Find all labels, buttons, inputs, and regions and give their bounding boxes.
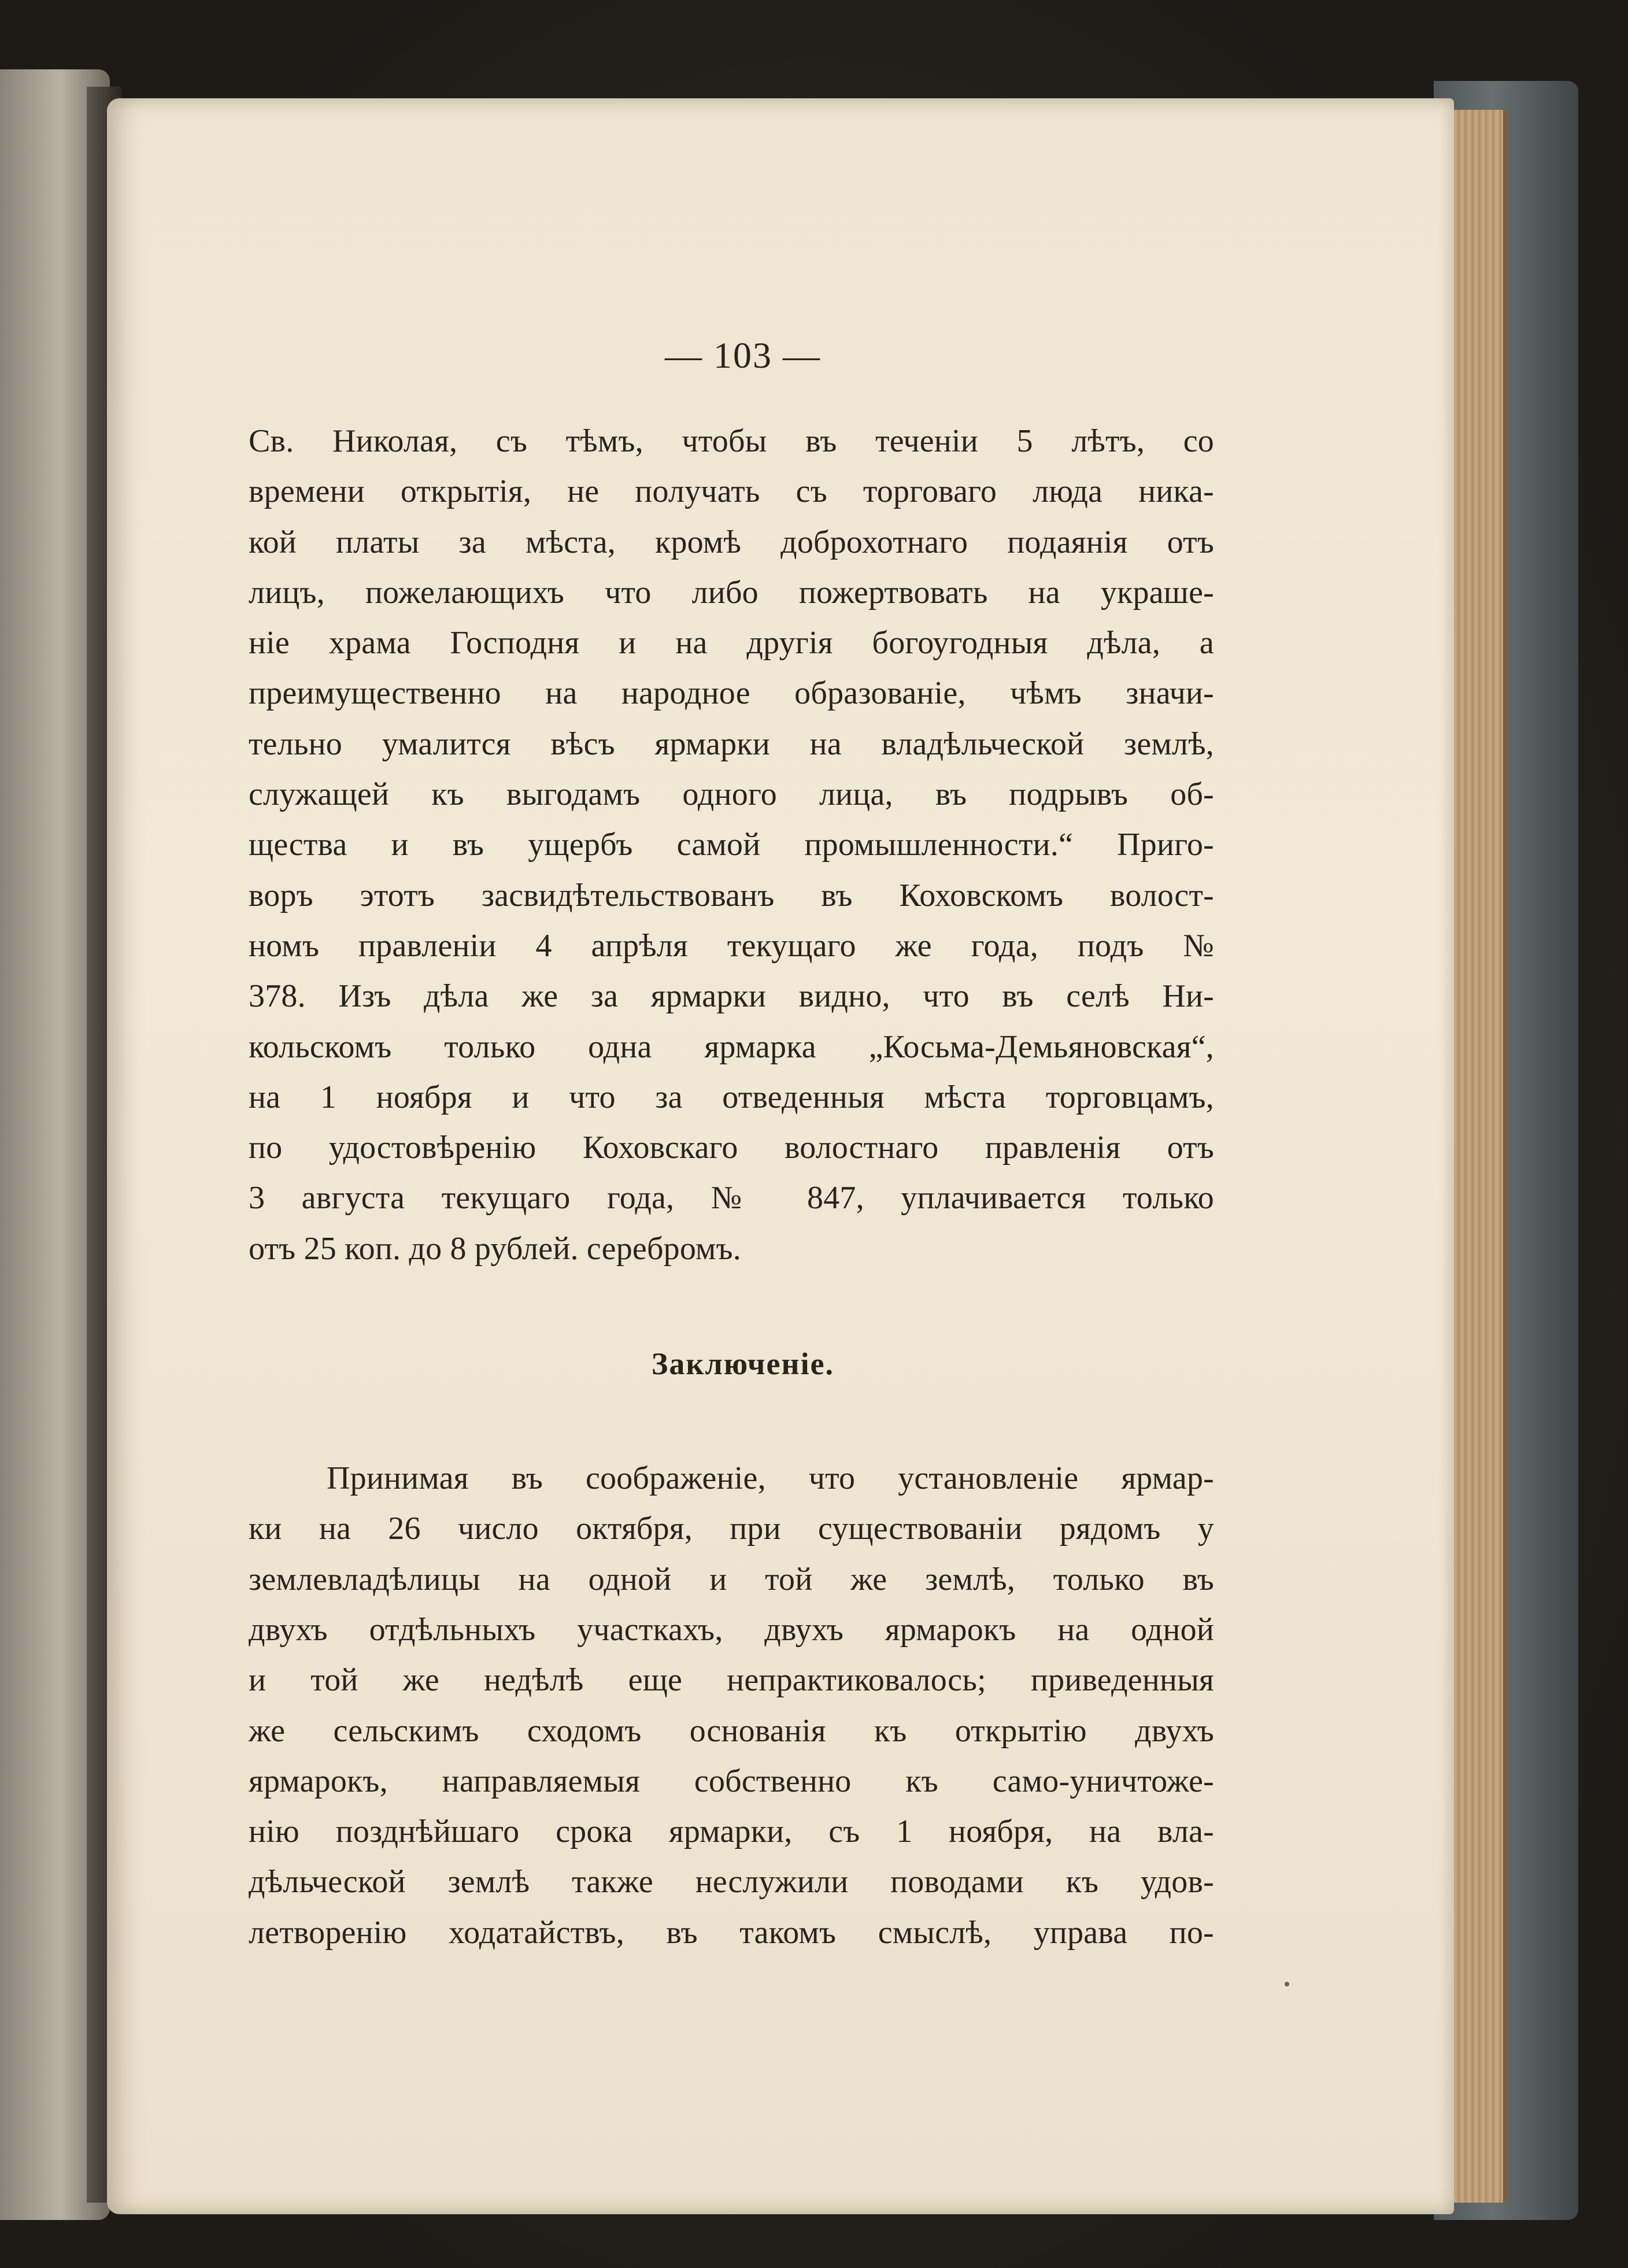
text-line: 378. Изъ дѣла же за ярмарки видно, что въ селѣ Ни-: [249, 978, 1214, 1015]
text-line: преимущественно на народное образованіе, чѣмъ значи-: [249, 675, 1214, 712]
text-line: землевладѣлицы на одной и той же землѣ, только въ: [249, 1561, 1214, 1597]
text-line: отъ 25 коп. до 8 рублей. серебромъ.: [249, 1230, 741, 1267]
paragraph-1: [249, 416, 1214, 1274]
text-line: и той же недѣлѣ еще непрактиковалось; приведенныя: [249, 1662, 1214, 1699]
page-text: [249, 330, 1214, 1958]
text-line: ки на 26 число октября, при существованіи рядомъ у: [249, 1511, 1214, 1547]
text-line: на 1 ноября и что за отведенныя мѣста торговцамъ,: [249, 1079, 1214, 1115]
text-line: тельно умалится вѣсъ ярмарки на владѣльческой землѣ,: [249, 726, 1214, 762]
text-line: Св. Николая, съ тѣмъ, чтобы въ теченіи 5 лѣтъ, со: [249, 423, 1214, 459]
text-line: нію позднѣйшаго срока ярмарки, съ 1 ноября, на вла-: [249, 1814, 1214, 1850]
paragraph-2: [249, 1453, 1214, 1958]
text-line: щества и въ ущербъ самой промышленности.“ Приго-: [249, 827, 1214, 863]
text-line: по удостовѣренію Коховскаго волостнаго правленія отъ: [249, 1130, 1214, 1166]
text-line: ніе храма Господня и на другія богоугодныя дѣла, а: [249, 625, 1214, 661]
page-number: — 103 —: [665, 335, 821, 376]
text-line: дѣльческой землѣ также неслужили поводами къ удов-: [249, 1864, 1214, 1900]
text-line: номъ правленіи 4 апрѣля текущаго же года, подъ №: [249, 927, 1214, 964]
text-line: служащей къ выгодамъ одного лица, въ подрывъ об-: [249, 776, 1214, 813]
section-heading: Заключеніе.: [651, 1346, 835, 1382]
paper-speck: [1285, 1982, 1289, 1986]
text-line: времени открытія, не получать съ торговаго люда ника-: [249, 473, 1214, 510]
text-line: ярмарокъ, направляемыя собственно къ само-уничтоже-: [249, 1763, 1214, 1799]
text-line: летворенію ходатайствъ, въ такомъ смыслѣ, управа по-: [249, 1914, 1214, 1951]
text-line: воръ этотъ засвидѣтельствованъ въ Коховскомъ волост-: [249, 877, 1214, 913]
text-line: же сельскимъ сходомъ основанія къ открытію двухъ: [249, 1712, 1214, 1749]
page-block-edges: [1445, 110, 1507, 2203]
text-line: лицъ, пожелающихъ что либо пожертвовать на украше-: [249, 574, 1214, 611]
text-line: Принимая въ соображеніе, что установленіе ярмар-: [327, 1460, 1214, 1497]
text-line: кой платы за мѣста, кромѣ доброхотнаго подаянія отъ: [249, 524, 1214, 560]
text-line: двухъ отдѣльныхъ участкахъ, двухъ ярмарокъ на одной: [249, 1611, 1214, 1648]
text-line: кольскомъ только одна ярмарка „Косьма-Демьяновская“,: [249, 1028, 1214, 1065]
text-line: 3 августа текущаго года, № 847, уплачивается только: [249, 1180, 1214, 1216]
